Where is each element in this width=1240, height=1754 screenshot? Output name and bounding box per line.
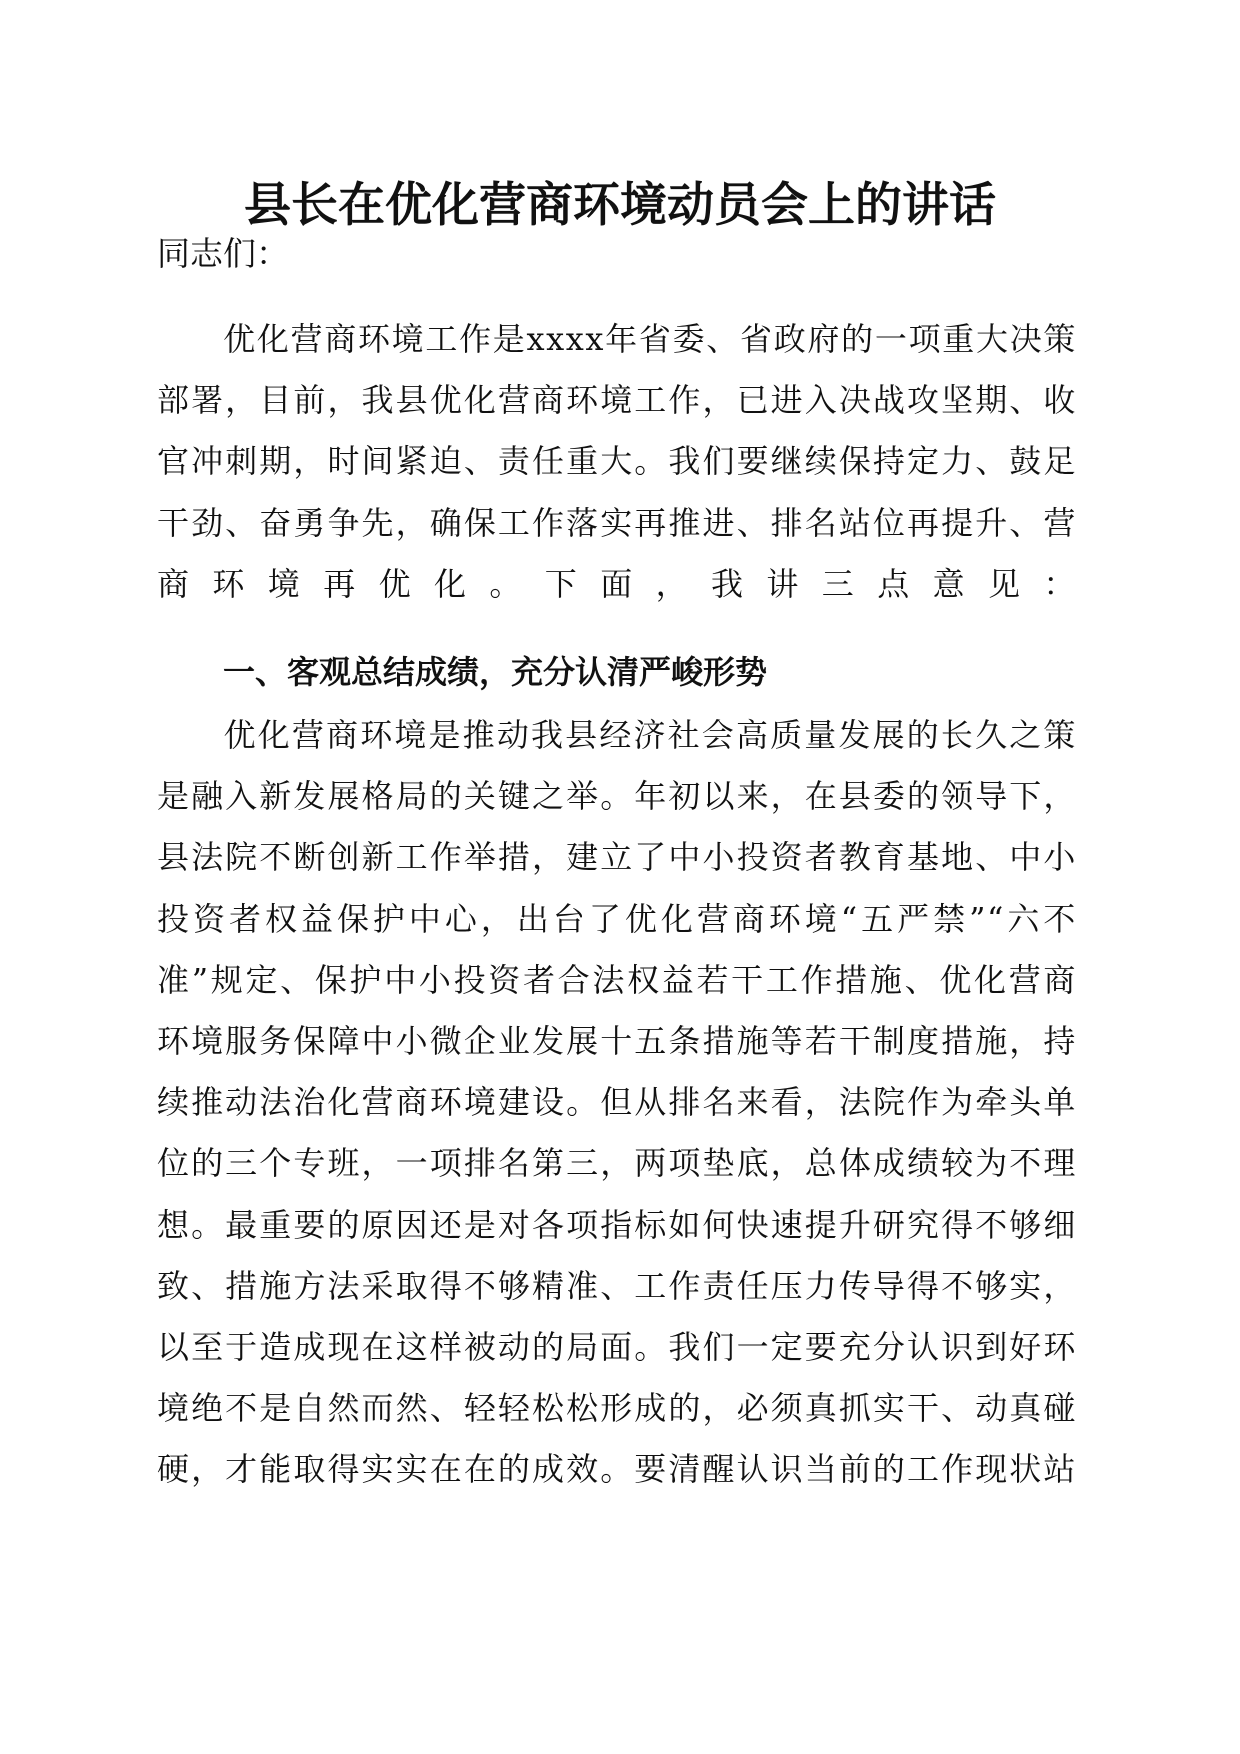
document-title: 县长在优化营商环境动员会上的讲话 xyxy=(244,178,996,233)
salutation: 同志们： xyxy=(157,234,289,273)
body-paragraph xyxy=(157,705,1077,1501)
intro-paragraph xyxy=(157,309,1077,615)
intro-paragraph-text: 优化营商环境工作是xxxx年省委、省政府的一项重大决策部署，目前，我县优化营商环境工作，已进入决战攻坚期、收官冲刺期，时间紧迫、责任重大。我们要继续保持定力、鼓足干劲、奋勇争先，确保工作落实再推进、排名站位再提升、营商环境再优化。下面，我讲三点意见： xyxy=(157,320,1077,603)
body-paragraph-text: 优化营商环境是推动我县经济社会高质量发展的长久之策是融入新发展格局的关键之举。年初以来，在县委的领导下，县法院不断创新工作举措，建立了中小投资者教育基地、中小投资者权益保护中心，出台了优化营商环境“五严禁”“六不准”规定、保护中小投资者合法权益若干工作措施、优化营商环境服务保障中小微企业发展十五条措施等若干制度措施，持续推动法治化营商环境建设。但从排名来看，法院作为牵头单位的三个专班，一项排名第三，两项垫底，总体成绩较为不理想。最重要的原因还是对各项指标如何快速提升研究得不够细致、措施方法采取得不够精准、工作责任压力传导得不够实，以至于造成现在这样被动的局面。我们一定要充分认识到好环境绝不是自然而然、轻轻松松形成的，必须真抓实干、动真碰硬，才能取得实实在在的成效。要清醒认识当前的工作现状站 xyxy=(157,716,1077,1489)
section-heading: 一、客观总结成绩，充分认清严峻形势 xyxy=(223,653,768,691)
